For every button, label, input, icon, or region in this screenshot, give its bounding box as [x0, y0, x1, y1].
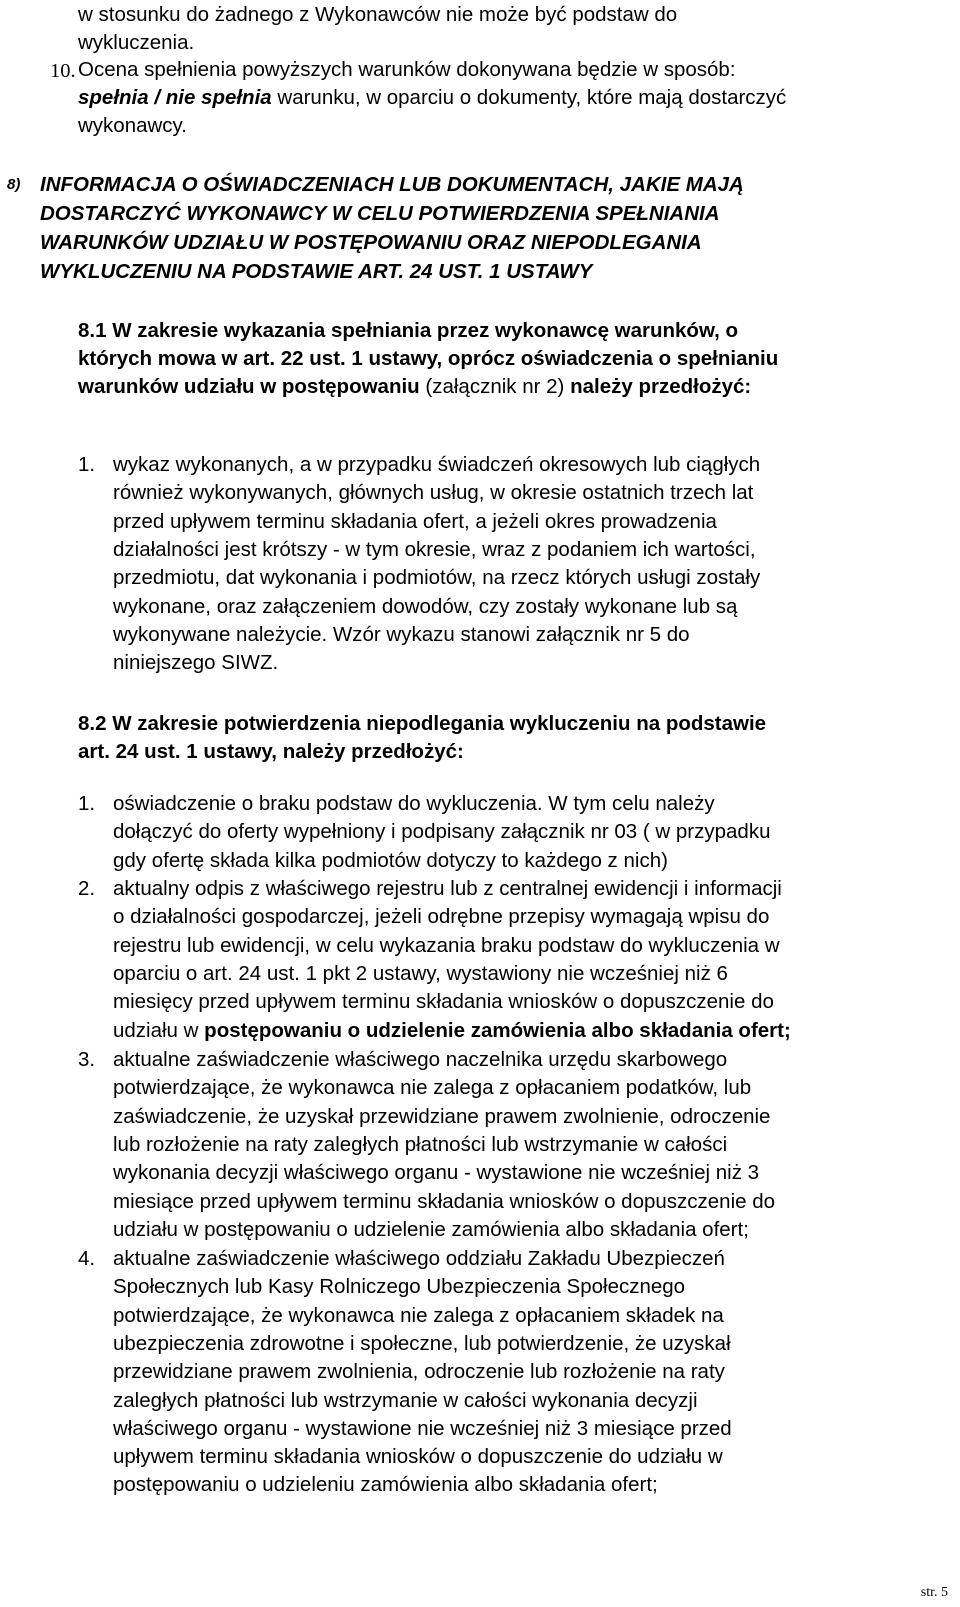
text-line: w stosunku do żadnego z Wykonawców nie może być podstaw do [78, 3, 678, 26]
list-item-line: właściwego organu - wystawione nie wcześniej niż 3 miesiące przed [113, 1416, 732, 1440]
list-item-number: 2. [78, 877, 96, 900]
bold-span: postępowaniu o udzielenie zamówienia albo składania ofert; [204, 1018, 791, 1042]
subsection-heading-line: 8.2 W zakresie potwierdzenia niepodlegania wykluczeniu na podstawie [78, 712, 767, 735]
list-item-line: o działalności gospodarczej, jeżeli odrębne przepisy wymagają wpisu do [113, 905, 770, 929]
bold-span: należy przedłożyć: [570, 375, 752, 398]
page-number: str. 5 [920, 1585, 948, 1600]
list-item-line: wykonywane należycie. Wzór wykazu stanowi załącznik nr 5 do [113, 622, 690, 646]
list-item-line: rejestru lub ewidencji, w celu wykazania braku podstaw do wykluczenia w [113, 933, 780, 957]
text-span: warunku, w oparciu o dokumenty, które mają dostarczyć [271, 86, 787, 109]
list-item-line: dołączyć do oferty wypełniony i podpisany załącznik nr 03 ( w przypadku [113, 820, 771, 844]
section-number: 8) [7, 176, 21, 193]
list-item-line: miesiące przed upływem terminu składania wniosków o dopuszczenie do [113, 1189, 776, 1213]
list-item-number: 1. [78, 792, 96, 815]
text-line: wykonawcy. [78, 114, 187, 137]
list-item-line: potwierdzające, że wykonawca nie zalega z opłacaniem składek na [113, 1303, 724, 1327]
list-item-line: aktualne zaświadczenie właściwego oddziału Zakładu Ubezpieczeń [113, 1247, 725, 1270]
bold-span: warunków udziału w postępowaniu [78, 375, 420, 398]
list-item-line: udziału w postępowaniu o udzielenie zamówienia albo składania ofert; [113, 1217, 749, 1241]
item-number: 10. [50, 60, 76, 82]
list-item-line: niniejszego SIWZ. [113, 651, 279, 675]
list-item-number: 3. [78, 1048, 96, 1071]
heading-line: DOSTARCZYĆ WYKONAWCY W CELU POTWIERDZENIA SPEŁNIANIA [40, 202, 720, 225]
list-item-line: Społecznych lub Kasy Rolniczego Ubezpieczenia Społecznego [113, 1275, 686, 1299]
text-span: (załącznik nr 2) [419, 375, 571, 398]
text-line: wykluczenia. [78, 31, 195, 54]
text-span: udziału w [113, 1018, 205, 1042]
list-item-number: 1. [78, 453, 96, 476]
list-item-line: aktualne zaświadczenie właściwego naczelnika urzędu skarbowego [113, 1048, 728, 1071]
list-item-line: przedmiotu, dat wykonania i podmiotów, na rzecz których usługi zostały [113, 566, 761, 590]
heading-line: WARUNKÓW UDZIAŁU W POSTĘPOWANIU ORAZ NIEPODLEGANIA [40, 231, 702, 254]
list-item-line: wykonane, oraz załączeniem dowodów, czy zostały wykonane lub są [113, 594, 738, 618]
list-item-line: upływem terminu składania wniosków o dopuszczenie do udziału w [113, 1445, 723, 1469]
list-item-line: aktualny odpis z właściwego rejestru lub z centralnej ewidencji i informacji [113, 877, 782, 900]
list-item-line: gdy ofertę składa kilka podmiotów dotyczy to każdego z nich) [113, 848, 668, 872]
list-item-line: lub rozłożenie na raty zaległych płatności lub wstrzymanie w całości [113, 1132, 728, 1156]
subsection-heading-line: 8.1 W zakresie wykazania spełniania przez wykonawcę warunków, o [78, 319, 739, 342]
list-item-line: przed upływem terminu składania ofert, a jeżeli okres prowadzenia [113, 509, 717, 533]
list-item-number: 4. [78, 1247, 96, 1270]
emphasis-text: spełnia / nie spełnia [78, 86, 272, 109]
list-item-line: oświadczenie o braku podstaw do wykluczenia. W tym celu należy [113, 792, 715, 815]
list-item-line: ubezpieczenia zdrowotne i społeczne, lub potwierdzenie, że uzyskał [113, 1331, 731, 1355]
text-line [78, 84, 786, 111]
list-item-line: przewidziane prawem zwolnienia, odroczenie lub rozłożenie na raty [113, 1360, 725, 1384]
subsection-heading-line [78, 373, 751, 400]
list-item-line: postępowaniu o udzieleniu zamówienia albo składania ofert; [113, 1473, 658, 1497]
list-item-line: również wykonywanych, głównych usług, w okresie ostatnich trzech lat [113, 481, 754, 505]
list-item-line: miesięcy przed upływem terminu składania wniosków o dopuszczenie do [113, 990, 774, 1014]
list-item-line: zaległych płatności lub wstrzymanie w całości wykonania decyzji [113, 1388, 698, 1412]
list-item-line: wykonania decyzji właściwego organu - wystawione nie wcześniej niż 3 [113, 1161, 760, 1185]
list-item-line: zaświadczenie, że uzyskał przewidziane prawem zwolnienie, odroczenie [113, 1104, 771, 1128]
text-line: Ocena spełnienia powyższych warunków dokonywana będzie w sposób: [78, 58, 736, 81]
list-item-line: wykaz wykonanych, a w przypadku świadczeń okresowych lub ciągłych [113, 453, 761, 476]
subsection-heading-line: art. 24 ust. 1 ustawy, należy przedłożyć: [78, 740, 464, 763]
list-item-line: potwierdzające, że wykonawca nie zalega z opłacaniem podatków, lub [113, 1076, 752, 1100]
list-item-line [113, 1017, 791, 1044]
list-item-line: działalności jest krótszy - w tym okresie, wraz z podaniem ich wartości, [113, 537, 756, 561]
heading-line: WYKLUCZENIU NA PODSTAWIE ART. 24 UST. 1 USTAWY [40, 260, 593, 283]
list-item-line: oparciu o art. 24 ust. 1 pkt 2 ustawy, wystawiony nie wcześniej niż 6 [113, 961, 728, 985]
subsection-heading-line: których mowa w art. 22 ust. 1 ustawy, oprócz oświadczenia o spełnianiu [78, 347, 779, 370]
heading-line: INFORMACJA O OŚWIADCZENIACH LUB DOKUMENTACH, JAKIE MAJĄ [40, 173, 744, 196]
